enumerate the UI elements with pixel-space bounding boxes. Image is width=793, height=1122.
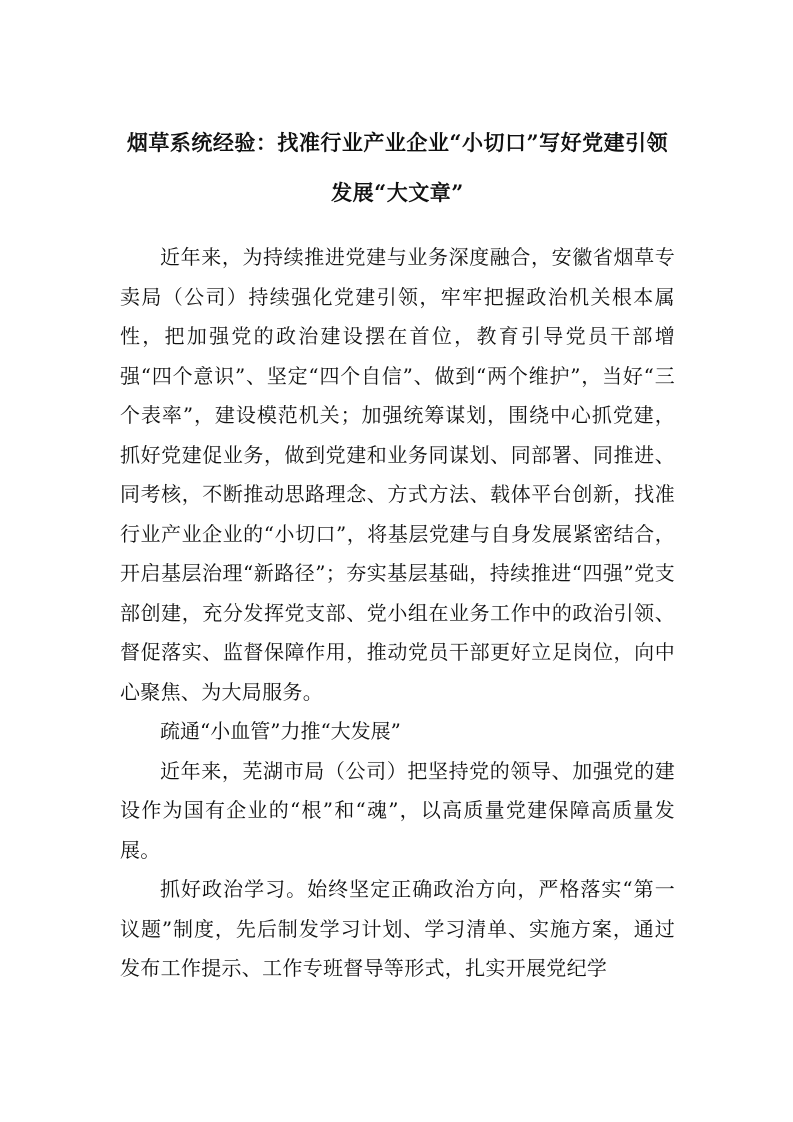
document-page	[120, 0, 675, 1122]
document-body	[120, 238, 675, 989]
title-line-1: 烟草系统经验：找准行业产业企业“小切口”写好党建引领	[126, 130, 669, 155]
title-line-2: 发展“大文章”	[331, 180, 464, 205]
paragraph-intro: 近年来，为持续推进党建与业务深度融合，安徽省烟草专卖局（公司）持续强化党建引领，牢牢把握政治机关根本属性，把加强党的政治建设摆在首位，教育引导党员干部增强“四个意识”、坚定“四个自信”、做到“两个维护”，当好“三个表率”，建设模范机关；加强统筹谋划，围绕中心抓党建，抓好党建促业务，做到党建和业务同谋划、同部署、同推进、同考核，不断推动思路理念、方式方法、载体平台创新，找准行业产业企业的“小切口”，将基层党建与自身发展紧密结合，开启基层治理“新路径”；夯实基层基础，持续推进“四强”党支部创建，充分发挥党支部、党小组在业务工作中的政治引领、督促落实、监督保障作用，推动党员干部更好立足岗位，向中心聚焦、为大局服务。	[120, 245, 675, 704]
section-heading: 疏通“小血管”力推“大发展”	[160, 719, 401, 743]
paragraph-political-study: 抓好政治学习。始终坚定正确政治方向，严格落实“第一议题”制度，先后制发学习计划、学习清单、实施方案，通过发布工作提示、工作专班督导等形式，扎实开展党纪学	[120, 877, 675, 980]
paragraph-wuhu: 近年来，芜湖市局（公司）把坚持党的领导、加强党的建设作为国有企业的“根”和“魂”，以高质量党建保障高质量发展。	[120, 758, 675, 862]
document-title	[120, 118, 675, 218]
